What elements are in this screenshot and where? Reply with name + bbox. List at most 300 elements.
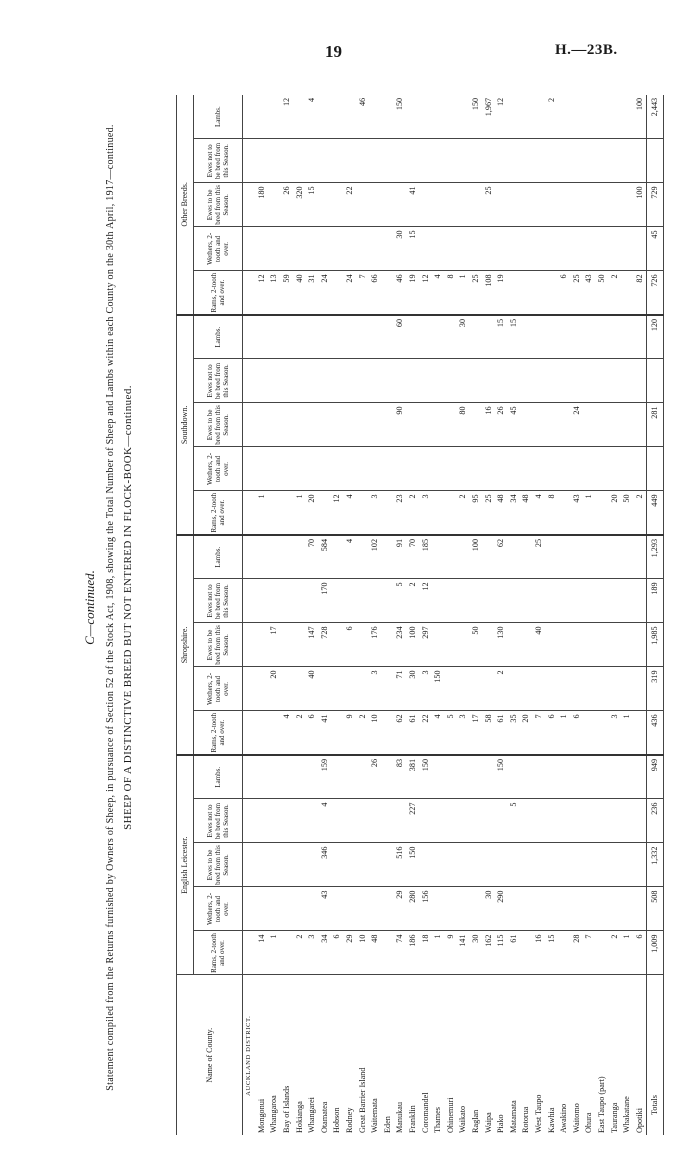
data-cell <box>533 139 546 183</box>
column-header: Ewes not to be bred from this Season. <box>194 139 243 183</box>
data-cell <box>583 799 596 843</box>
breed-header: Shropshire. <box>177 535 194 755</box>
table-row <box>470 95 483 1135</box>
statement-title: Statement compiled from the Returns furnished by Owners of Sheep, in pursuance of Section 52 of the Stock Act, 1908, showing the Total Number of Sheep and Lambs within each County on the 30th April, 1917—continued. <box>105 124 116 1091</box>
data-cell <box>533 403 546 447</box>
breed-header: Other Breeds. <box>177 95 194 315</box>
data-cell <box>457 755 470 799</box>
data-cell: 34 <box>507 491 520 535</box>
column-header: Lambs. <box>194 95 243 139</box>
data-cell <box>306 359 319 403</box>
table-row <box>319 95 332 1135</box>
data-cell <box>558 183 571 227</box>
data-cell: 1,967 <box>482 95 495 139</box>
data-cell <box>596 667 609 711</box>
data-cell: 24 <box>570 403 583 447</box>
data-cell <box>445 139 458 183</box>
data-cell <box>369 799 382 843</box>
data-cell <box>482 799 495 843</box>
data-cell: 25 <box>533 535 546 579</box>
data-cell <box>281 491 294 535</box>
total-cell: 1,332 <box>647 843 664 887</box>
data-cell: 29 <box>344 931 357 975</box>
column-header: Lambs. <box>194 755 243 799</box>
county-name: Otamatea <box>319 1101 329 1133</box>
data-cell: 130 <box>495 623 508 667</box>
data-cell <box>457 183 470 227</box>
data-cell <box>545 535 558 579</box>
data-cell: 10 <box>356 931 369 975</box>
data-cell <box>507 579 520 623</box>
data-cell <box>293 799 306 843</box>
data-cell <box>293 667 306 711</box>
data-cell: 1 <box>583 491 596 535</box>
empty-cell <box>243 139 256 183</box>
data-cell <box>570 799 583 843</box>
data-cell <box>596 403 609 447</box>
data-cell <box>268 799 281 843</box>
data-cell <box>621 447 634 491</box>
data-cell <box>621 403 634 447</box>
data-cell <box>293 359 306 403</box>
data-cell <box>545 139 558 183</box>
data-cell: 20 <box>268 667 281 711</box>
data-cell <box>482 579 495 623</box>
data-cell <box>520 931 533 975</box>
column-header: Rams, 2-tooth and over. <box>194 931 243 975</box>
data-cell <box>256 579 269 623</box>
data-cell <box>545 271 558 315</box>
data-cell: 48 <box>495 491 508 535</box>
county-name: Whangaroa <box>269 1095 279 1133</box>
data-cell <box>583 843 596 887</box>
data-cell <box>268 227 281 271</box>
county-name: Mongonui <box>256 1098 266 1133</box>
data-cell <box>432 95 445 139</box>
table-row <box>356 95 369 1135</box>
data-cell: 102 <box>369 535 382 579</box>
data-cell <box>293 579 306 623</box>
data-cell: 13 <box>268 271 281 315</box>
data-cell: 4 <box>344 535 357 579</box>
data-cell <box>394 139 407 183</box>
data-cell: 4 <box>306 95 319 139</box>
data-cell <box>356 315 369 359</box>
column-header: Wethers, 2-tooth and over. <box>194 887 243 931</box>
county-name: Matamata <box>508 1100 518 1133</box>
data-cell <box>520 755 533 799</box>
data-cell <box>608 887 621 931</box>
data-cell: 290 <box>495 887 508 931</box>
empty-cell <box>243 359 256 403</box>
data-cell <box>268 447 281 491</box>
data-cell: 16 <box>482 403 495 447</box>
data-cell: 2 <box>633 491 646 535</box>
data-cell: 2 <box>608 271 621 315</box>
data-cell <box>331 183 344 227</box>
data-cell <box>520 139 533 183</box>
county-name: Waipa <box>483 1112 493 1133</box>
data-cell: 66 <box>369 271 382 315</box>
data-cell: 41 <box>407 183 420 227</box>
empty-cell <box>243 271 256 315</box>
data-cell <box>331 755 344 799</box>
data-cell <box>558 799 571 843</box>
data-cell <box>520 447 533 491</box>
data-cell <box>382 447 395 491</box>
total-cell: 319 <box>647 667 664 711</box>
data-cell: 20 <box>608 491 621 535</box>
data-cell: 91 <box>394 535 407 579</box>
table-row <box>621 95 634 1135</box>
data-cell <box>394 447 407 491</box>
empty-cell <box>243 711 256 755</box>
data-cell <box>596 799 609 843</box>
data-cell <box>470 843 483 887</box>
data-cell <box>621 799 634 843</box>
data-cell <box>596 491 609 535</box>
table-row <box>457 95 470 1135</box>
data-cell: 70 <box>306 535 319 579</box>
data-cell <box>306 315 319 359</box>
empty-cell <box>243 315 256 359</box>
data-cell <box>432 579 445 623</box>
data-cell <box>331 623 344 667</box>
data-cell <box>419 95 432 139</box>
county-name: Whakatane <box>622 1096 632 1133</box>
data-cell <box>533 755 546 799</box>
data-cell: 227 <box>407 799 420 843</box>
data-cell <box>533 843 546 887</box>
data-cell <box>268 887 281 931</box>
data-cell: 22 <box>419 711 432 755</box>
data-cell <box>507 227 520 271</box>
data-cell <box>256 711 269 755</box>
data-cell <box>583 535 596 579</box>
data-cell <box>545 667 558 711</box>
empty-cell <box>243 667 256 711</box>
data-cell <box>583 95 596 139</box>
data-cell <box>545 359 558 403</box>
data-cell <box>520 579 533 623</box>
data-cell: 43 <box>570 491 583 535</box>
data-cell: 4 <box>344 491 357 535</box>
data-cell <box>633 535 646 579</box>
data-cell: 26 <box>369 755 382 799</box>
data-cell <box>432 403 445 447</box>
data-cell <box>382 183 395 227</box>
data-cell <box>432 315 445 359</box>
data-cell: 15 <box>407 227 420 271</box>
table-subheading: SHEEP OF A DISTINCTIVE BREED BUT NOT ENTERED IN FLOCK-BOOK—continued. <box>122 385 134 830</box>
data-cell <box>356 403 369 447</box>
data-cell <box>558 95 571 139</box>
data-cell <box>570 623 583 667</box>
data-cell: 2 <box>356 711 369 755</box>
data-cell <box>621 843 634 887</box>
table-row <box>331 95 344 1135</box>
data-cell <box>432 535 445 579</box>
county-name: Hokianga <box>294 1101 304 1133</box>
data-cell <box>432 183 445 227</box>
data-cell <box>558 403 571 447</box>
data-cell <box>470 227 483 271</box>
data-cell <box>507 667 520 711</box>
data-cell: 12 <box>419 271 432 315</box>
data-cell <box>596 711 609 755</box>
data-cell <box>256 799 269 843</box>
data-cell <box>445 623 458 667</box>
data-cell <box>633 579 646 623</box>
data-cell <box>608 623 621 667</box>
data-cell: 48 <box>520 491 533 535</box>
data-cell <box>570 447 583 491</box>
data-cell <box>382 95 395 139</box>
data-cell: 45 <box>507 403 520 447</box>
document-reference: H.—23B. <box>555 42 618 58</box>
data-cell <box>356 359 369 403</box>
data-cell <box>407 359 420 403</box>
data-cell <box>608 535 621 579</box>
data-cell <box>256 887 269 931</box>
data-cell <box>432 491 445 535</box>
data-cell <box>545 799 558 843</box>
data-cell: 18 <box>419 931 432 975</box>
data-cell <box>445 227 458 271</box>
data-cell: 100 <box>470 535 483 579</box>
data-cell: 41 <box>319 711 332 755</box>
data-cell <box>331 711 344 755</box>
data-cell <box>382 843 395 887</box>
column-header: Ewes to be bred from this Season. <box>194 623 243 667</box>
data-cell <box>432 755 445 799</box>
column-header: Wethers, 2-tooth and over. <box>194 447 243 491</box>
total-cell: 236 <box>647 799 664 843</box>
data-cell: 15 <box>306 183 319 227</box>
data-cell: 23 <box>394 491 407 535</box>
data-cell <box>268 579 281 623</box>
data-cell: 1 <box>256 491 269 535</box>
county-name: Whangarei <box>307 1097 317 1133</box>
data-cell <box>545 887 558 931</box>
data-cell: 29 <box>394 887 407 931</box>
data-cell <box>432 447 445 491</box>
data-cell <box>507 535 520 579</box>
data-cell: 6 <box>331 931 344 975</box>
empty-cell <box>243 403 256 447</box>
county-name-header: Name of County. <box>177 975 243 1135</box>
table-row <box>495 95 508 1135</box>
data-cell <box>306 403 319 447</box>
data-cell <box>596 579 609 623</box>
data-cell: 728 <box>319 623 332 667</box>
data-cell: 170 <box>319 579 332 623</box>
data-cell <box>356 139 369 183</box>
total-cell: 45 <box>647 227 664 271</box>
totals-row <box>647 95 664 1135</box>
data-cell <box>608 843 621 887</box>
data-cell <box>369 447 382 491</box>
data-cell <box>621 535 634 579</box>
data-cell: 180 <box>256 183 269 227</box>
table-row <box>570 95 583 1135</box>
data-cell <box>558 579 571 623</box>
data-cell <box>520 315 533 359</box>
data-cell <box>470 315 483 359</box>
data-cell <box>331 139 344 183</box>
table-row <box>633 95 646 1135</box>
data-cell <box>520 887 533 931</box>
data-cell: 108 <box>482 271 495 315</box>
data-cell: 6 <box>633 931 646 975</box>
data-cell <box>293 403 306 447</box>
data-cell <box>583 579 596 623</box>
data-cell <box>570 95 583 139</box>
data-cell <box>256 315 269 359</box>
section-heading: C—continued. <box>82 570 97 645</box>
data-cell: 7 <box>583 931 596 975</box>
data-cell: 100 <box>633 95 646 139</box>
data-cell: 150 <box>419 755 432 799</box>
data-cell: 2 <box>293 931 306 975</box>
data-cell <box>432 359 445 403</box>
table-row <box>382 95 395 1135</box>
data-cell <box>520 271 533 315</box>
data-cell <box>621 95 634 139</box>
table-row <box>507 95 520 1135</box>
data-cell <box>344 843 357 887</box>
empty-cell <box>243 447 256 491</box>
data-cell: 141 <box>457 931 470 975</box>
data-cell <box>482 623 495 667</box>
data-cell <box>306 227 319 271</box>
data-cell <box>445 95 458 139</box>
data-cell: 3 <box>457 711 470 755</box>
data-cell <box>445 799 458 843</box>
data-cell <box>293 887 306 931</box>
data-cell <box>356 667 369 711</box>
data-cell <box>445 887 458 931</box>
data-cell <box>533 315 546 359</box>
data-cell: 7 <box>533 711 546 755</box>
data-cell <box>382 491 395 535</box>
county-name: Thames <box>433 1107 443 1133</box>
data-cell <box>558 315 571 359</box>
data-cell <box>445 491 458 535</box>
data-cell: 2 <box>495 667 508 711</box>
total-cell: 436 <box>647 711 664 755</box>
data-cell <box>382 667 395 711</box>
data-cell <box>482 667 495 711</box>
data-cell <box>457 623 470 667</box>
data-cell: 43 <box>319 887 332 931</box>
data-cell <box>445 359 458 403</box>
data-cell <box>445 447 458 491</box>
data-cell <box>570 315 583 359</box>
data-cell <box>293 139 306 183</box>
column-header: Ewes not to be bred from this Season. <box>194 359 243 403</box>
data-cell <box>268 535 281 579</box>
data-cell <box>570 579 583 623</box>
data-cell <box>344 447 357 491</box>
data-cell <box>306 139 319 183</box>
column-header: Lambs. <box>194 535 243 579</box>
data-cell <box>268 359 281 403</box>
data-cell <box>533 95 546 139</box>
column-header: Ewes to be bred from this Season. <box>194 183 243 227</box>
data-cell: 61 <box>407 711 420 755</box>
table-row <box>293 95 306 1135</box>
data-cell <box>470 579 483 623</box>
total-cell: 1,009 <box>647 931 664 975</box>
data-cell <box>344 667 357 711</box>
data-cell: 25 <box>470 271 483 315</box>
data-cell: 17 <box>470 711 483 755</box>
county-name: Opotiki <box>634 1107 644 1133</box>
data-cell <box>596 315 609 359</box>
data-cell <box>369 359 382 403</box>
data-cell <box>482 139 495 183</box>
data-cell <box>281 667 294 711</box>
data-cell: 6 <box>306 711 319 755</box>
table-row <box>369 95 382 1135</box>
county-name: Awakino <box>559 1103 569 1133</box>
data-cell: 150 <box>407 843 420 887</box>
data-cell <box>482 535 495 579</box>
data-cell <box>419 843 432 887</box>
data-cell <box>507 755 520 799</box>
data-cell <box>596 183 609 227</box>
data-cell: 3 <box>306 931 319 975</box>
column-header: Ewes to be bred from this Season. <box>194 403 243 447</box>
data-cell <box>558 227 571 271</box>
data-cell <box>621 271 634 315</box>
data-cell <box>558 755 571 799</box>
data-cell <box>533 227 546 271</box>
data-cell <box>507 139 520 183</box>
data-cell: 74 <box>394 931 407 975</box>
data-cell <box>369 843 382 887</box>
data-cell <box>470 799 483 843</box>
data-cell <box>520 843 533 887</box>
data-cell <box>457 95 470 139</box>
total-cell: 1,293 <box>647 535 664 579</box>
data-cell <box>545 183 558 227</box>
data-cell: 62 <box>495 535 508 579</box>
total-cell <box>647 359 664 403</box>
data-cell <box>633 667 646 711</box>
data-cell <box>407 403 420 447</box>
data-cell: 30 <box>470 931 483 975</box>
data-cell <box>256 843 269 887</box>
data-cell <box>256 359 269 403</box>
data-cell <box>633 799 646 843</box>
data-cell <box>583 887 596 931</box>
data-cell <box>281 799 294 843</box>
table-row <box>281 95 294 1135</box>
data-cell <box>633 711 646 755</box>
table-row <box>419 95 432 1135</box>
data-cell <box>583 227 596 271</box>
data-cell: 15 <box>495 315 508 359</box>
data-cell <box>482 843 495 887</box>
total-cell: 1,985 <box>647 623 664 667</box>
data-cell <box>382 887 395 931</box>
data-cell <box>293 535 306 579</box>
data-cell: 584 <box>319 535 332 579</box>
total-cell: 508 <box>647 887 664 931</box>
empty-cell <box>243 931 256 975</box>
